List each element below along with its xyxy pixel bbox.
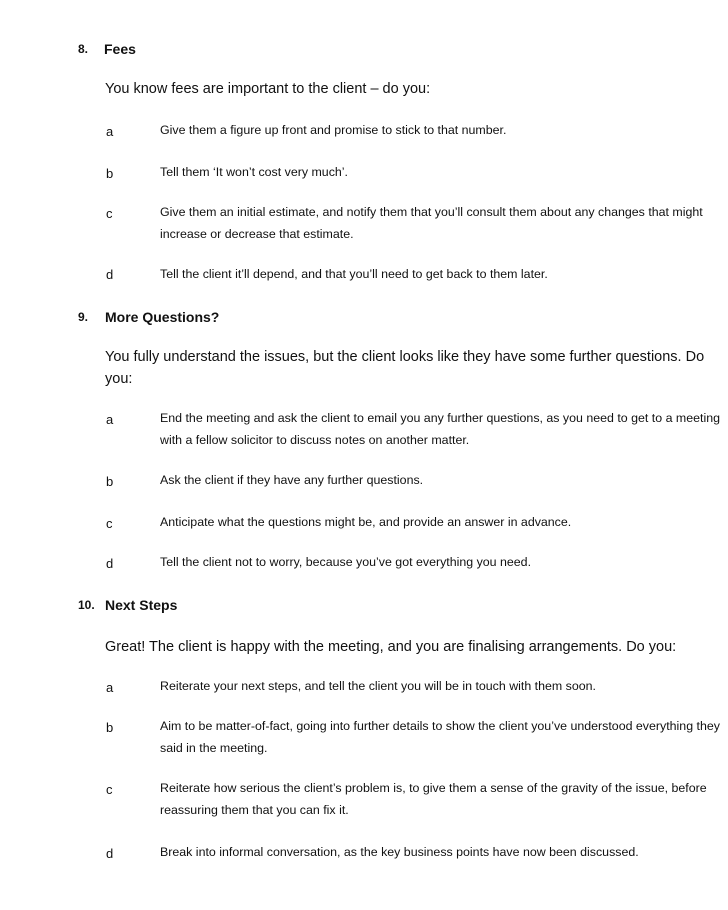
question-10-option-b-text: Aim to be matter-of-fact, going into further details to show the client you’ve understood everything they said in the meeting. [160,719,720,755]
question-9-option-a-letter: a [106,412,114,427]
question-8-option-c-text: Give them an initial estimate, and notify them that you’ll consult them about any changes that might increase or decrease that estimate. [160,205,703,241]
question-8-option-c-letter: c [106,206,113,221]
question-10-option-d-letter: d [106,846,114,861]
question-10-option-c-letter: c [106,782,113,797]
question-9-option-b-letter: b [106,474,114,489]
question-9-prompt: You fully understand the issues, but the client looks like they have some further questions. Do you: [105,349,705,387]
question-8-option-b-text: Tell them ‘It won’t cost very much’. [160,165,348,179]
question-8-option-a-text: Give them a figure up front and promise to stick to that number. [160,123,507,137]
question-8-option-b-letter: b [106,166,114,181]
question-10-option-c-text: Reiterate how serious the client’s problem is, to give them a sense of the gravity of the issue, before reassuring them that you can fix it. [160,781,707,817]
question-9-option-d-letter: d [106,556,114,571]
question-10-prompt: Great! The client is happy with the meeting, and you are finalising arrangements. Do you: [105,639,677,655]
question-9-option-c-letter: c [106,516,113,531]
question-8-option-a-letter: a [106,124,114,139]
question-8-option-d-letter: d [106,267,114,282]
question-8-title: Fees [104,41,136,57]
question-10-option-a-letter: a [106,680,114,695]
question-9-number: 9. [78,310,89,324]
question-10-option-d-text: Break into informal conversation, as the key business points have now been discussed. [160,845,639,859]
question-8-prompt: You know fees are important to the client – do you: [105,81,431,97]
question-9-title: More Questions? [105,309,220,325]
question-8-option-d-text: Tell the client it’ll depend, and that you’ll need to get back to them later. [160,267,548,281]
question-9-option-d-text: Tell the client not to worry, because you’ve got everything you need. [160,555,532,569]
question-9-option-b-text: Ask the client if they have any further questions. [160,473,424,487]
question-10-number: 10. [78,598,95,612]
question-10-option-a-text: Reiterate your next steps, and tell the client you will be in touch with them soon. [160,679,596,693]
question-10-option-b-letter: b [106,720,114,735]
question-9-option-a-text: End the meeting and ask the client to email you any further questions, as you need to get to a meeting with a fellow solicitor to discuss notes on another matter. [160,411,720,447]
question-9-option-c-text: Anticipate what the questions might be, and provide an answer in advance. [160,515,572,529]
question-10-title: Next Steps [105,597,178,613]
question-8-number: 8. [78,42,89,56]
